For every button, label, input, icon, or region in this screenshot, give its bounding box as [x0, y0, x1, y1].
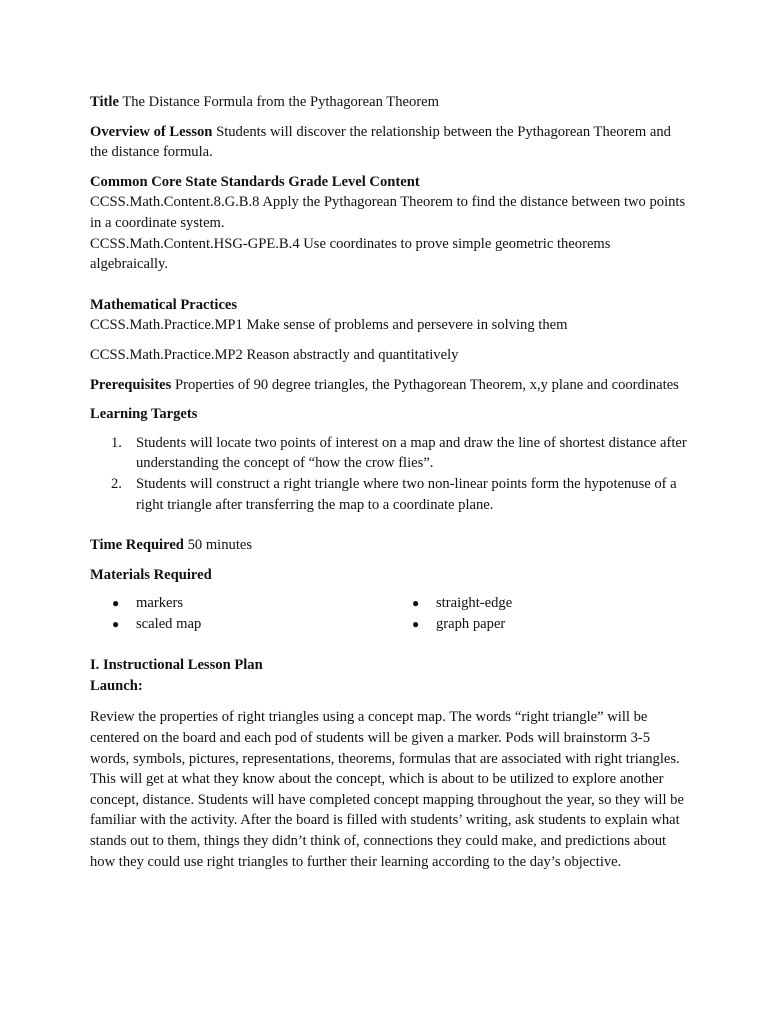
list-item	[90, 614, 390, 635]
bullet-icon: ●	[112, 596, 120, 611]
title-text: The Distance Formula from the Pythagorean Theorem	[122, 94, 439, 110]
lesson-plan-document	[90, 92, 690, 872]
practice-item: CCSS.Math.Practice.MP2 Reason abstractly and quantitatively	[90, 346, 459, 363]
material-text: graph paper	[436, 616, 506, 633]
standard-item: CCSS.Math.Content.8.G.B.8 Apply the Pythagorean Theorem to find the distance between two points in a coordinate system.	[90, 194, 686, 231]
practices-heading: Mathematical Practices	[90, 296, 238, 313]
list-item	[90, 593, 390, 614]
lesson-plan-heading: I. Instructional Lesson Plan	[90, 657, 263, 674]
launch-heading: Launch:	[90, 677, 143, 694]
prerequisites-label: Prerequisites	[90, 376, 172, 393]
overview-text: Students will discover the relationship between the Pythagorean Theorem and the distance formula.	[90, 123, 671, 161]
list-number: 1.	[111, 434, 122, 451]
bullet-icon: ●	[112, 617, 120, 632]
prerequisites-paragraph	[90, 375, 690, 396]
learning-targets-heading: Learning Targets	[90, 406, 198, 423]
launch-paragraph: Review the properties of right triangles using a concept map. The words “right triangle” will be centered on the board and each pod of students will be given a marker. Pods will brainstorm 3-5 words, symbols, pictures, representations, theorems, formulas that are associated with right triangles. This will get at what they know about the concept, which is about to be utilized to explore another concept, distance. Students will have completed concept mapping throughout the year, so they will be familiar with the activity. After the board is filled with students’ writing, ask students to explain what stands out to them, things they didn’t think of, connections they could make, and predictions about how they could use right triangles to further their learning according to the day’s objective.	[90, 709, 684, 870]
list-item	[390, 614, 690, 635]
material-text: markers	[136, 595, 184, 612]
list-item	[90, 474, 690, 515]
time-required-label: Time Required	[90, 537, 184, 554]
material-text: scaled map	[136, 616, 202, 633]
overview-label: Overview of Lesson	[90, 123, 213, 140]
practice-item: CCSS.Math.Practice.MP1 Make sense of problems and persevere in solving them	[90, 317, 568, 334]
list-item	[90, 433, 690, 474]
standard-item: CCSS.Math.Content.HSG-GPE.B.4 Use coordinates to prove simple geometric theorems algebraically.	[90, 235, 611, 273]
list-text: Students will locate two points of interest on a map and draw the line of shortest distance after understanding the concept of “how the crow flies”.	[136, 434, 687, 472]
material-text: straight-edge	[436, 595, 513, 612]
materials-column-right	[390, 593, 690, 635]
time-required-text: 50 minutes	[187, 537, 253, 554]
standards-heading: Common Core State Standards Grade Level Content	[90, 173, 420, 190]
title-line	[90, 92, 690, 113]
time-required-line	[90, 535, 690, 556]
prerequisites-text: Properties of 90 degree triangles, the Pythagorean Theorem, x,y plane and coordinates	[175, 376, 679, 393]
list-item	[390, 593, 690, 614]
learning-targets-list	[90, 433, 690, 515]
list-text: Students will construct a right triangle where two non-linear points form the hypotenuse of a right triangle after transferring the map to a coordinate plane.	[136, 475, 677, 513]
materials-heading: Materials Required	[90, 566, 212, 583]
overview-paragraph	[90, 122, 690, 163]
bullet-icon: ●	[412, 617, 420, 632]
title-label: Title	[90, 94, 119, 110]
materials-list	[90, 593, 690, 635]
bullet-icon: ●	[412, 596, 420, 611]
list-number: 2.	[111, 475, 122, 492]
materials-column-left	[90, 593, 390, 635]
